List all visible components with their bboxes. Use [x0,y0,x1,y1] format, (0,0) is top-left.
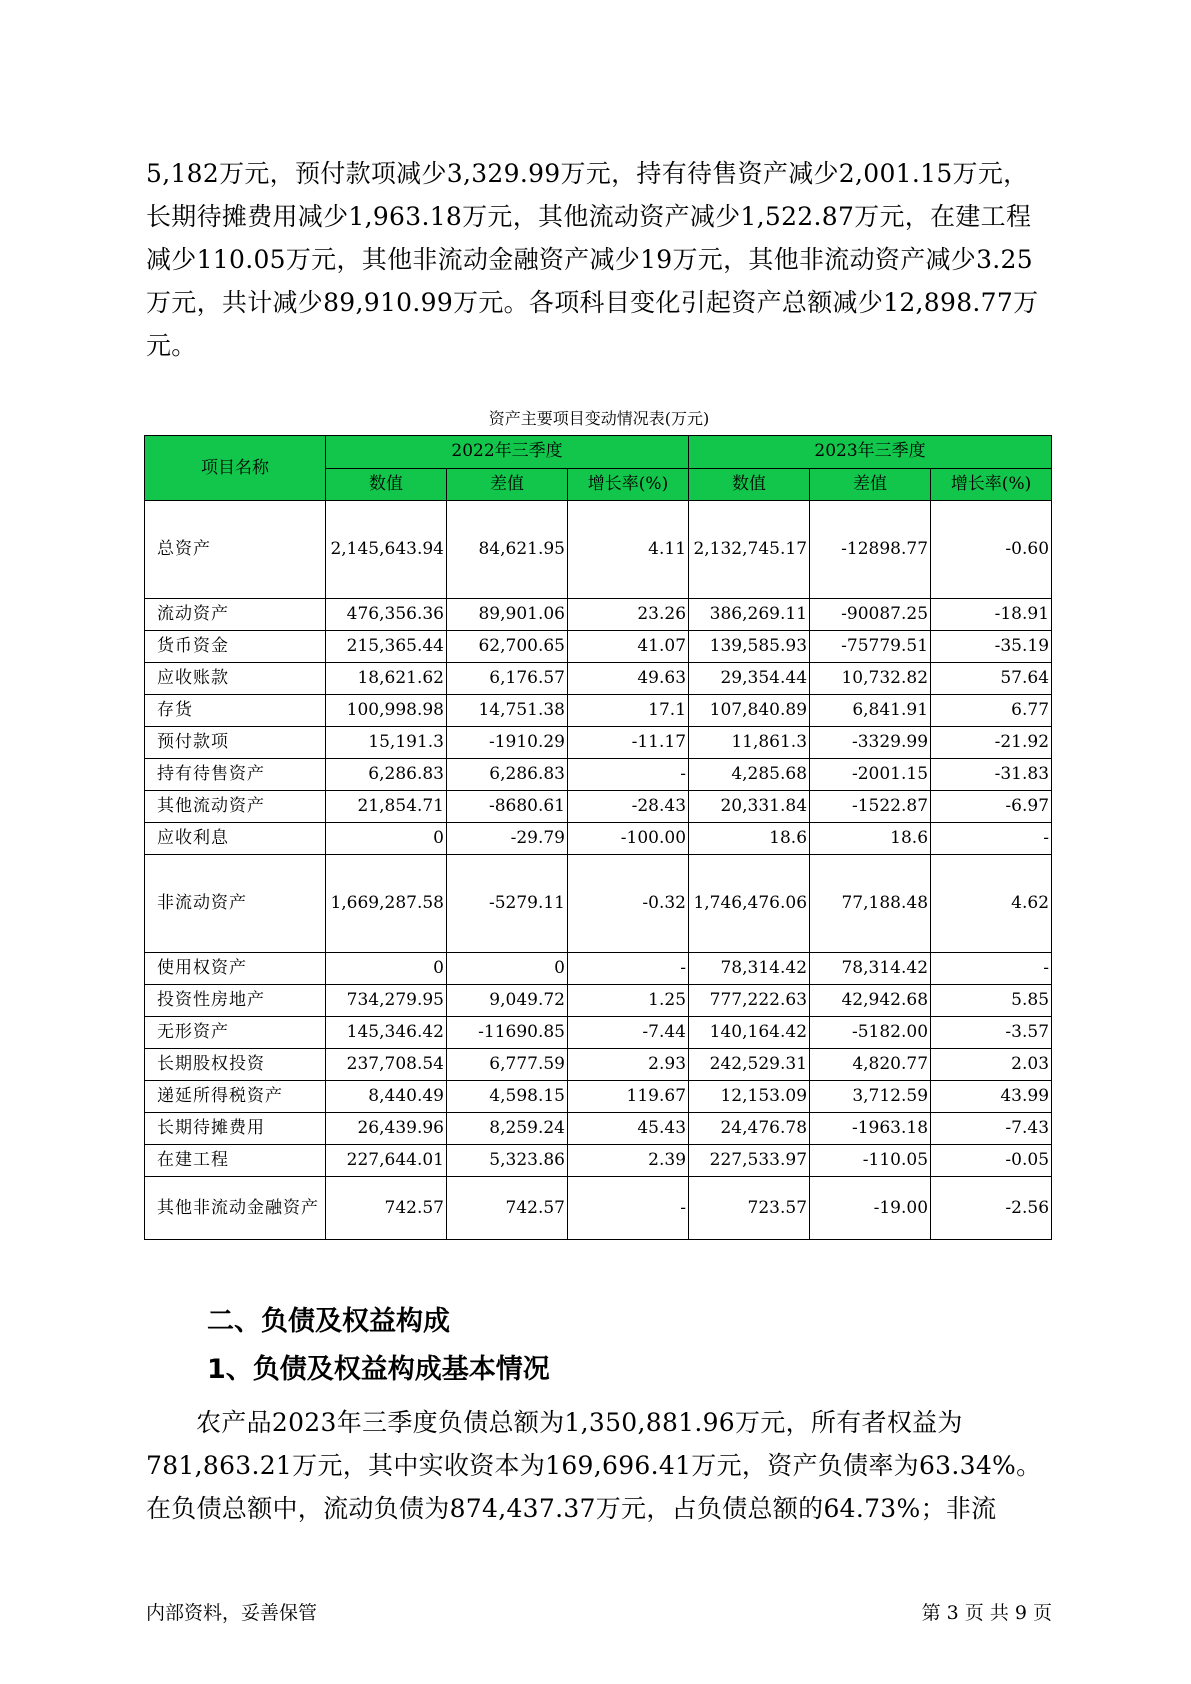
cell-v22: 215,365.44 [326,631,447,663]
row-item-name: 其他非流动金融资产 [145,1177,326,1240]
cell-v23: 12,153.09 [689,1081,810,1113]
cell-r22: 45.43 [568,1113,689,1145]
header-rate-2022: 增长率(%) [568,468,689,501]
cell-r22: 49.63 [568,663,689,695]
row-item-name: 流动资产 [145,599,326,631]
cell-r22: - [568,1177,689,1240]
cell-v23: 140,164.42 [689,1017,810,1049]
cell-d23: 3,712.59 [810,1081,931,1113]
cell-r22: 2.39 [568,1145,689,1177]
cell-d23: 4,820.77 [810,1049,931,1081]
section-heading: 二、负债及权益构成 [207,1306,450,1337]
liabilities-paragraph [146,1401,1052,1530]
cell-d23: 18.6 [810,823,931,855]
cell-d22: 84,621.95 [447,501,568,599]
row-item-name: 货币资金 [145,631,326,663]
cell-v22: 0 [326,953,447,985]
cell-v23: 723.57 [689,1177,810,1240]
table-row [145,759,1052,791]
table-row [145,1177,1052,1240]
cell-v23: 24,476.78 [689,1113,810,1145]
cell-r23: 2.03 [931,1049,1052,1081]
row-item-name: 无形资产 [145,1017,326,1049]
cell-v23: 139,585.93 [689,631,810,663]
table-row [145,823,1052,855]
cell-d23: -1522.87 [810,791,931,823]
cell-r22: 23.26 [568,599,689,631]
cell-v22: 476,356.36 [326,599,447,631]
cell-v23: 227,533.97 [689,1145,810,1177]
row-item-name: 在建工程 [145,1145,326,1177]
cell-r23: -18.91 [931,599,1052,631]
cell-r22: - [568,953,689,985]
intro-text: 5,182万元，预付款项减少3,329.99万元，持有待售资产减少2,001.15万元，长期待摊费用减少1,963.18万元，其他流动资产减少1,522.87万元，在建工程减少110.05万元，其他非流动金融资产减少19万元，其他非流动资产减少3.25万元，共计减少89,910.99万元。各项科目变化引起资产总额减少12,898.77万元。 [146,159,1039,360]
cell-d22: -29.79 [447,823,568,855]
header-item-name: 项目名称 [145,436,326,501]
cell-v23: 386,269.11 [689,599,810,631]
row-item-name: 递延所得税资产 [145,1081,326,1113]
cell-v22: 8,440.49 [326,1081,447,1113]
cell-v23: 4,285.68 [689,759,810,791]
cell-v23: 2,132,745.17 [689,501,810,599]
table-body [145,501,1052,1240]
footer-confidential-note: 内部资料，妥善保管 [146,1602,318,1624]
header-period-2022: 2022年三季度 [326,436,689,469]
cell-d22: -5279.11 [447,855,568,953]
cell-d23: 42,942.68 [810,985,931,1017]
cell-d23: -75779.51 [810,631,931,663]
row-item-name: 应收账款 [145,663,326,695]
cell-d23: 78,314.42 [810,953,931,985]
liabilities-text: 农产品2023年三季度负债总额为1,350,881.96万元，所有者权益为781,863.21万元，其中实收资本为169,696.41万元，资产负债率为63.34%。在负债总额中，流动负债为874,437.37万元，占负债总额的64.73%；非流 [146,1408,1042,1523]
cell-v23: 29,354.44 [689,663,810,695]
cell-d22: 4,598.15 [447,1081,568,1113]
cell-d22: 6,777.59 [447,1049,568,1081]
cell-r23: - [931,823,1052,855]
cell-d23: -3329.99 [810,727,931,759]
cell-v23: 20,331.84 [689,791,810,823]
table-row [145,1017,1052,1049]
cell-v22: 0 [326,823,447,855]
row-item-name: 总资产 [145,501,326,599]
cell-d22: 8,259.24 [447,1113,568,1145]
table-row [145,1081,1052,1113]
cell-d23: -90087.25 [810,599,931,631]
cell-d23: 6,841.91 [810,695,931,727]
asset-change-table [144,435,1052,1240]
cell-v22: 1,669,287.58 [326,855,447,953]
cell-r22: -11.17 [568,727,689,759]
cell-r22: 119.67 [568,1081,689,1113]
table-row [145,695,1052,727]
cell-v23: 242,529.31 [689,1049,810,1081]
cell-r22: -0.32 [568,855,689,953]
cell-r23: -0.05 [931,1145,1052,1177]
cell-r22: 41.07 [568,631,689,663]
table-row [145,855,1052,953]
table-row [145,1145,1052,1177]
header-diff-2022: 差值 [447,468,568,501]
cell-r23: -21.92 [931,727,1052,759]
cell-v22: 100,998.98 [326,695,447,727]
cell-r23: 57.64 [931,663,1052,695]
cell-r22: 4.11 [568,501,689,599]
header-value-2023: 数值 [689,468,810,501]
intro-paragraph [146,152,1052,367]
table-row [145,1049,1052,1081]
cell-r23: 4.62 [931,855,1052,953]
cell-d22: 5,323.86 [447,1145,568,1177]
cell-d22: 14,751.38 [447,695,568,727]
cell-r23: 43.99 [931,1081,1052,1113]
cell-r23: -7.43 [931,1113,1052,1145]
cell-v22: 237,708.54 [326,1049,447,1081]
cell-d23: -19.00 [810,1177,931,1240]
row-item-name: 存货 [145,695,326,727]
table-row [145,501,1052,599]
row-item-name: 预付款项 [145,727,326,759]
table-row [145,599,1052,631]
cell-d22: 9,049.72 [447,985,568,1017]
cell-v22: 26,439.96 [326,1113,447,1145]
footer-page-number: 第 3 页 共 9 页 [921,1602,1052,1624]
cell-v23: 107,840.89 [689,695,810,727]
table-row [145,985,1052,1017]
cell-r22: - [568,759,689,791]
cell-d23: 10,732.82 [810,663,931,695]
header-diff-2023: 差值 [810,468,931,501]
row-item-name: 非流动资产 [145,855,326,953]
cell-d23: -5182.00 [810,1017,931,1049]
row-item-name: 长期股权投资 [145,1049,326,1081]
cell-v22: 18,621.62 [326,663,447,695]
table-row [145,1113,1052,1145]
cell-d23: -2001.15 [810,759,931,791]
cell-d22: -8680.61 [447,791,568,823]
cell-r22: 17.1 [568,695,689,727]
cell-r23: -6.97 [931,791,1052,823]
cell-v23: 11,861.3 [689,727,810,759]
cell-d22: 62,700.65 [447,631,568,663]
table-row [145,663,1052,695]
cell-v22: 15,191.3 [326,727,447,759]
cell-r23: -31.83 [931,759,1052,791]
cell-r22: -28.43 [568,791,689,823]
cell-d22: 89,901.06 [447,599,568,631]
cell-r23: - [931,953,1052,985]
cell-d22: 0 [447,953,568,985]
table-row [145,727,1052,759]
cell-v22: 6,286.83 [326,759,447,791]
cell-r23: 6.77 [931,695,1052,727]
row-item-name: 长期待摊费用 [145,1113,326,1145]
cell-v23: 777,222.63 [689,985,810,1017]
header-value-2022: 数值 [326,468,447,501]
cell-d23: 77,188.48 [810,855,931,953]
cell-r23: -2.56 [931,1177,1052,1240]
cell-d22: 742.57 [447,1177,568,1240]
cell-d22: -11690.85 [447,1017,568,1049]
cell-v22: 227,644.01 [326,1145,447,1177]
header-period-2023: 2023年三季度 [689,436,1052,469]
cell-r23: -35.19 [931,631,1052,663]
table-caption: 资产主要项目变动情况表(万元) [488,409,710,428]
cell-v23: 18.6 [689,823,810,855]
header-rate-2023: 增长率(%) [931,468,1052,501]
table-row [145,953,1052,985]
subsection-heading: 1、负债及权益构成基本情况 [207,1354,550,1385]
cell-r22: -100.00 [568,823,689,855]
row-item-name: 其他流动资产 [145,791,326,823]
row-item-name: 应收利息 [145,823,326,855]
row-item-name: 投资性房地产 [145,985,326,1017]
cell-v23: 1,746,476.06 [689,855,810,953]
cell-v22: 742.57 [326,1177,447,1240]
cell-r23: -0.60 [931,501,1052,599]
cell-d23: -110.05 [810,1145,931,1177]
cell-d23: -12898.77 [810,501,931,599]
cell-r23: 5.85 [931,985,1052,1017]
cell-v22: 145,346.42 [326,1017,447,1049]
cell-r22: 2.93 [568,1049,689,1081]
cell-r23: -3.57 [931,1017,1052,1049]
cell-r22: -7.44 [568,1017,689,1049]
cell-v23: 78,314.42 [689,953,810,985]
cell-d22: 6,286.83 [447,759,568,791]
cell-v22: 2,145,643.94 [326,501,447,599]
row-item-name: 持有待售资产 [145,759,326,791]
table-row [145,791,1052,823]
cell-d23: -1963.18 [810,1113,931,1145]
cell-r22: 1.25 [568,985,689,1017]
cell-d22: 6,176.57 [447,663,568,695]
cell-v22: 734,279.95 [326,985,447,1017]
row-item-name: 使用权资产 [145,953,326,985]
cell-v22: 21,854.71 [326,791,447,823]
cell-d22: -1910.29 [447,727,568,759]
table-row [145,631,1052,663]
